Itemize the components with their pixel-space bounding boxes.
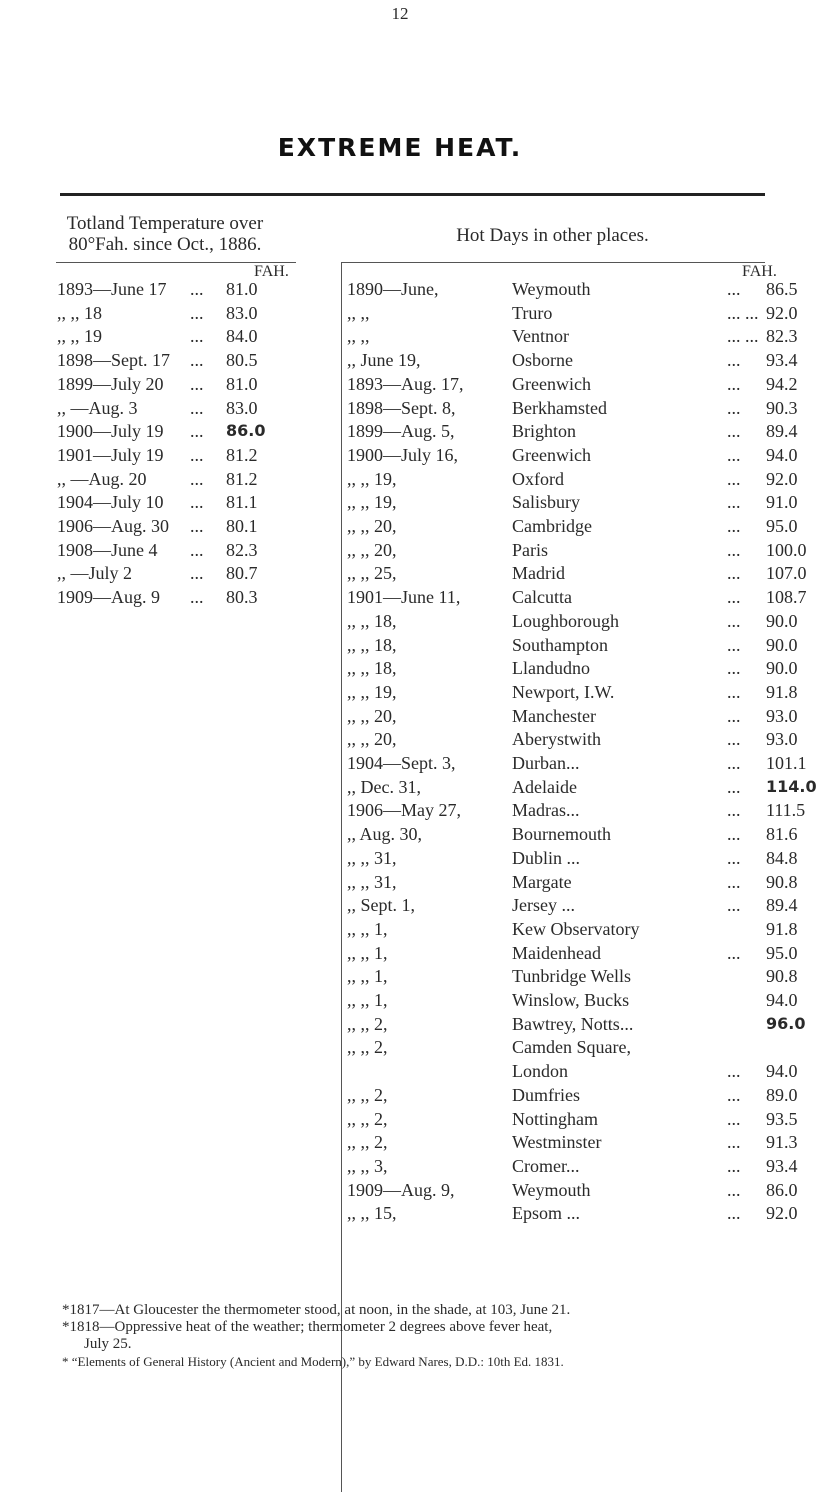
- left-table-date: 1900—July 19: [57, 421, 164, 442]
- left-table-dots: ...: [190, 326, 204, 347]
- right-table-dots: ...: [727, 587, 741, 608]
- right-table-place: Berkhamsted: [512, 397, 607, 418]
- right-table-place: Weymouth: [512, 279, 591, 299]
- right-table-date: ,, ,, 20,: [347, 729, 397, 750]
- right-table-dots: ... ...: [727, 326, 759, 347]
- right-table-dots: ...: [727, 658, 741, 679]
- right-table-heading: Hot Days in other places.: [456, 225, 649, 246]
- right-table-place: Nottingham: [512, 1108, 598, 1129]
- left-table-heading: [56, 213, 274, 255]
- right-table-date: ,, ,, 2,: [347, 1084, 388, 1105]
- right-heading-rule: [341, 262, 765, 263]
- footnote-1818: *1818—Oppressive heat of the weather; thermometer 2 degrees above fever heat,: [62, 1319, 553, 1335]
- right-table-date: ,, June 19,: [347, 350, 421, 371]
- right-table-dots: ...: [727, 539, 741, 560]
- right-table-date: 1900—July 16,: [347, 444, 459, 465]
- right-table-date: 1904—Sept. 3,: [347, 753, 456, 773]
- right-table-temp: 93.4: [766, 1155, 798, 1176]
- right-table-temp: 89.0: [766, 1084, 798, 1105]
- right-table-dots: ...: [727, 824, 741, 845]
- left-table-dots: ...: [190, 539, 204, 560]
- right-table-date: ,, ,, 20,: [347, 705, 397, 726]
- right-table-date: ,, ,, 2,: [347, 1132, 388, 1153]
- right-table-temp: 86.0: [766, 1179, 798, 1200]
- right-table-place: Calcutta: [512, 587, 572, 608]
- left-table-dots: ...: [190, 302, 204, 323]
- right-table-dots: ...: [727, 871, 741, 892]
- right-table-date: ,, ,, 25,: [347, 563, 397, 584]
- left-table-dots: ...: [190, 421, 204, 442]
- right-table-date: ,, ,, 18,: [347, 658, 397, 679]
- right-table-place: Madrid: [512, 563, 565, 584]
- right-table-date: ,, ,, 31,: [347, 847, 397, 868]
- right-table-date: 1899—Aug. 5,: [347, 421, 455, 442]
- right-table-dots: ...: [727, 895, 741, 916]
- right-table-dots: ...: [727, 847, 741, 868]
- right-table-place: Tunbridge Wells: [512, 966, 632, 987]
- right-table-place: Westminster: [512, 1132, 602, 1153]
- right-table-date: ,, Sept. 1,: [347, 895, 416, 916]
- right-table-dots: ...: [727, 563, 741, 584]
- right-table-place: Newport, I.W.: [512, 681, 615, 702]
- right-table-dots: ...: [727, 753, 741, 773]
- right-table-place: Dumfries: [512, 1084, 580, 1105]
- left-table-date: ,, —Aug. 3: [57, 397, 138, 418]
- right-table-place: Loughborough: [512, 610, 619, 631]
- right-table-temp: 94.0: [766, 444, 798, 465]
- right-table-place: Bournemouth: [512, 824, 611, 845]
- right-table-place: Salisbury: [512, 492, 581, 513]
- right-table-dots: ...: [727, 421, 741, 442]
- left-table-temp: 80.3: [226, 587, 258, 608]
- right-table-place: Cambridge: [512, 516, 592, 536]
- right-table-temp: 95.0: [766, 942, 798, 963]
- right-table-date: ,, ,, 20,: [347, 516, 397, 536]
- right-table-dots: ...: [727, 468, 741, 489]
- footnote-1817: *1817—At Gloucester the thermometer stood, at noon, in the shade, at 103, June 21.: [62, 1302, 571, 1318]
- right-table-place: Jersey ...: [512, 895, 575, 916]
- right-table-date: ,, ,, 1,: [347, 942, 388, 963]
- right-table-place: Brighton: [512, 421, 577, 442]
- right-table-place: Camden Square,: [512, 1037, 631, 1058]
- footnotes: [62, 1302, 797, 1370]
- footnote-1818-continued: July 25.: [84, 1336, 132, 1352]
- left-table-temp: 84.0: [226, 326, 258, 347]
- right-table-date: ,, ,, 31,: [347, 871, 397, 892]
- right-table-temp: 82.3: [766, 326, 798, 347]
- right-table-date: ,, ,, 2,: [347, 1013, 388, 1034]
- left-heading-line2: 80°Fah. since Oct., 1886.: [68, 234, 262, 255]
- right-table-temp: 111.5: [766, 800, 806, 821]
- left-table-temp: 81.0: [226, 279, 258, 299]
- left-table-temp: 83.0: [226, 397, 258, 418]
- right-table-temp: 101.1: [766, 753, 807, 773]
- page-title: EXTREME HEAT.: [277, 133, 523, 162]
- right-table-date: ,, ,, 1,: [347, 918, 388, 939]
- right-table-place: Aberystwith: [512, 729, 601, 750]
- right-table-dots: ...: [727, 1155, 741, 1176]
- right-table-dots: ...: [727, 729, 741, 750]
- left-table-temp: 82.3: [226, 539, 258, 560]
- right-table-temp: 90.8: [766, 966, 798, 987]
- right-table-temp: 90.0: [766, 610, 798, 631]
- left-table-temp: 81.1: [226, 492, 258, 513]
- left-table-temp: 80.7: [226, 563, 258, 584]
- left-table-dots: ...: [190, 373, 204, 394]
- right-table-place: Manchester: [512, 705, 596, 726]
- right-table-temp: 90.0: [766, 658, 798, 679]
- left-table-temp: 80.1: [226, 516, 258, 536]
- right-table-dots: ...: [727, 1108, 741, 1129]
- right-table-temp: 94.0: [766, 1061, 798, 1082]
- left-table-date: 1898—Sept. 17: [57, 350, 171, 371]
- right-table-date: 1909—Aug. 9,: [347, 1179, 455, 1200]
- right-table-temp: 93.0: [766, 705, 798, 726]
- left-table-temp: 81.2: [226, 444, 258, 465]
- right-table-temp: 84.8: [766, 847, 798, 868]
- right-table-dots: ...: [727, 492, 741, 513]
- right-table-dots: ...: [727, 1203, 741, 1224]
- left-table-dots: ...: [190, 563, 204, 584]
- right-table-date: ,, ,, 19,: [347, 492, 397, 513]
- right-table-date: ,, ,, 1,: [347, 966, 388, 987]
- right-table-dots: ...: [727, 373, 741, 394]
- right-table-dots: ...: [727, 1084, 741, 1105]
- right-table-place: Truro: [512, 302, 553, 323]
- right-table-temp: 86.5: [766, 279, 798, 299]
- left-table-temp: 80.5: [226, 350, 258, 371]
- right-table-temp: 95.0: [766, 516, 798, 536]
- right-table-date: ,, ,, 2,: [347, 1108, 388, 1129]
- left-table-date: ,, —Aug. 20: [57, 468, 147, 489]
- left-unit-label: FAH.: [254, 263, 289, 280]
- left-heading-line1: Totland Temperature over: [66, 213, 264, 234]
- right-table-place: Winslow, Bucks: [512, 990, 630, 1010]
- right-table-date: ,, Aug. 30,: [347, 824, 423, 845]
- right-table-place: Dublin ...: [512, 847, 581, 868]
- right-table-dots: ...: [727, 279, 741, 299]
- right-table-place: Adelaide: [512, 776, 577, 797]
- right-table-temp: 90.0: [766, 634, 798, 655]
- right-table-place: Maidenhead: [512, 942, 601, 963]
- right-table-dots: ...: [727, 1132, 741, 1153]
- right-table-date: 1898—Sept. 8,: [347, 397, 456, 418]
- right-table-temp: 91.8: [766, 681, 798, 702]
- right-table-dots: ...: [727, 776, 741, 797]
- left-table-temp: 81.2: [226, 468, 258, 489]
- right-table-place: Epsom ...: [512, 1203, 581, 1224]
- right-table-temp: 94.0: [766, 990, 798, 1010]
- right-table-temp: 91.3: [766, 1132, 798, 1153]
- left-table-dots: ...: [190, 397, 204, 418]
- right-table-place: Madras...: [512, 800, 580, 821]
- right-table-dots: ...: [727, 610, 741, 631]
- left-table-date: 1893—June 17: [57, 279, 167, 299]
- left-table-date: 1908—June 4: [57, 539, 158, 560]
- page-number: 12: [391, 4, 409, 23]
- right-table-date: 1901—June 11,: [347, 587, 461, 608]
- right-table-dots: ...: [727, 800, 741, 821]
- left-table-date: ,, ,, 18: [57, 302, 102, 323]
- right-table-date: ,, Dec. 31,: [347, 776, 421, 797]
- right-table-temp: 91.8: [766, 918, 798, 939]
- right-table-temp: 108.7: [766, 587, 807, 608]
- right-table-place: Ventnor: [512, 326, 569, 347]
- left-table-dots: ...: [190, 279, 204, 299]
- right-table-temp: 91.0: [766, 492, 798, 513]
- left-table-temp: 81.0: [226, 373, 258, 394]
- right-table-dots: ...: [727, 705, 741, 726]
- right-table-date: 1906—May 27,: [347, 800, 461, 821]
- right-table-dots: ... ...: [727, 302, 759, 323]
- right-table-date: ,, ,, 15,: [347, 1203, 397, 1224]
- left-table-dots: ...: [190, 350, 204, 371]
- right-table-date: ,, ,, 3,: [347, 1155, 388, 1176]
- right-table-place: Margate: [512, 871, 572, 892]
- right-table-place: Oxford: [512, 468, 564, 489]
- right-table-temp: 107.0: [766, 563, 807, 584]
- right-table-date: ,, ,, 18,: [347, 610, 397, 631]
- left-table-date: ,, —July 2: [57, 563, 133, 584]
- footnote-source: * “Elements of General History (Ancient and Modern),” by Edward Nares, D.D.: 10th Ed. 1831.: [62, 1354, 564, 1369]
- right-table-temp: 114.0: [766, 776, 817, 796]
- right-table-temp: 93.4: [766, 350, 798, 371]
- right-table-temp: 100.0: [766, 539, 807, 560]
- right-table-date: ,, ,, 19,: [347, 681, 397, 702]
- left-table-dots: ...: [190, 516, 204, 536]
- right-table-dots: ...: [727, 681, 741, 702]
- right-table-dots: ...: [727, 350, 741, 371]
- right-table-date: ,, ,, 18,: [347, 634, 397, 655]
- right-table-place: Weymouth: [512, 1179, 591, 1200]
- right-table-place: Durban...: [512, 753, 580, 773]
- left-table-dots: ...: [190, 587, 204, 608]
- right-table-temp: 94.2: [766, 373, 798, 394]
- right-table-dots: ...: [727, 516, 741, 536]
- right-table-temp: 92.0: [766, 302, 798, 323]
- right-table-temp: 93.0: [766, 729, 798, 750]
- right-table-date: ,, ,, 2,: [347, 1037, 388, 1058]
- left-table-date: ,, ,, 19: [57, 326, 102, 347]
- left-table-date: 1906—Aug. 30: [57, 516, 169, 536]
- right-table-place: Paris: [512, 539, 548, 560]
- left-table-date: 1899—July 20: [57, 373, 164, 394]
- right-table-temp: 89.4: [766, 421, 798, 442]
- right-table-temp: 81.6: [766, 824, 798, 845]
- right-table-temp: 90.3: [766, 397, 798, 418]
- right-table-place: Cromer...: [512, 1155, 580, 1176]
- right-table-temp: 92.0: [766, 1203, 798, 1224]
- right-table-temp: 89.4: [766, 895, 798, 916]
- right-table-date: 1890—June,: [347, 279, 439, 299]
- left-table-date: 1904—July 10: [57, 492, 164, 513]
- right-table-dots: ...: [727, 444, 741, 465]
- right-table-dots: ...: [727, 942, 741, 963]
- left-table-dots: ...: [190, 492, 204, 513]
- right-table-place: Bawtrey, Notts...: [512, 1013, 634, 1034]
- right-table-place: Greenwich: [512, 444, 591, 465]
- right-table-place: London: [512, 1061, 568, 1082]
- left-table-temp: 83.0: [226, 302, 258, 323]
- right-table-temp: 90.8: [766, 871, 798, 892]
- right-table-date: ,, ,, 1,: [347, 990, 388, 1010]
- left-table-date: 1909—Aug. 9: [57, 587, 160, 608]
- right-unit-label: FAH.: [742, 263, 777, 280]
- right-table-dots: ...: [727, 634, 741, 655]
- right-table-date: 1893—Aug. 17,: [347, 373, 464, 394]
- title-rule: [60, 193, 765, 196]
- right-table-date: ,, ,, 19,: [347, 468, 397, 489]
- right-table-place: Osborne: [512, 350, 573, 371]
- right-table-date: ,, ,,: [347, 302, 370, 323]
- right-table-place: Greenwich: [512, 373, 591, 394]
- left-table-dots: ...: [190, 444, 204, 465]
- right-table-dots: ...: [727, 397, 741, 418]
- right-table-date: ,, ,,: [347, 326, 370, 347]
- right-table-dots: ...: [727, 1179, 741, 1200]
- left-table-temp: 86.0: [226, 421, 266, 441]
- right-table-temp: 96.0: [766, 1013, 806, 1033]
- right-table-place: Southampton: [512, 634, 609, 655]
- right-table-temp: 93.5: [766, 1108, 798, 1129]
- right-table-date: ,, ,, 20,: [347, 539, 397, 560]
- right-table-dots: ...: [727, 1061, 741, 1082]
- right-table-place: Llandudno: [512, 658, 590, 679]
- right-table-temp: 92.0: [766, 468, 798, 489]
- left-table-date: 1901—July 19: [57, 444, 164, 465]
- right-table-place: Kew Observatory: [512, 918, 640, 939]
- left-table-dots: ...: [190, 468, 204, 489]
